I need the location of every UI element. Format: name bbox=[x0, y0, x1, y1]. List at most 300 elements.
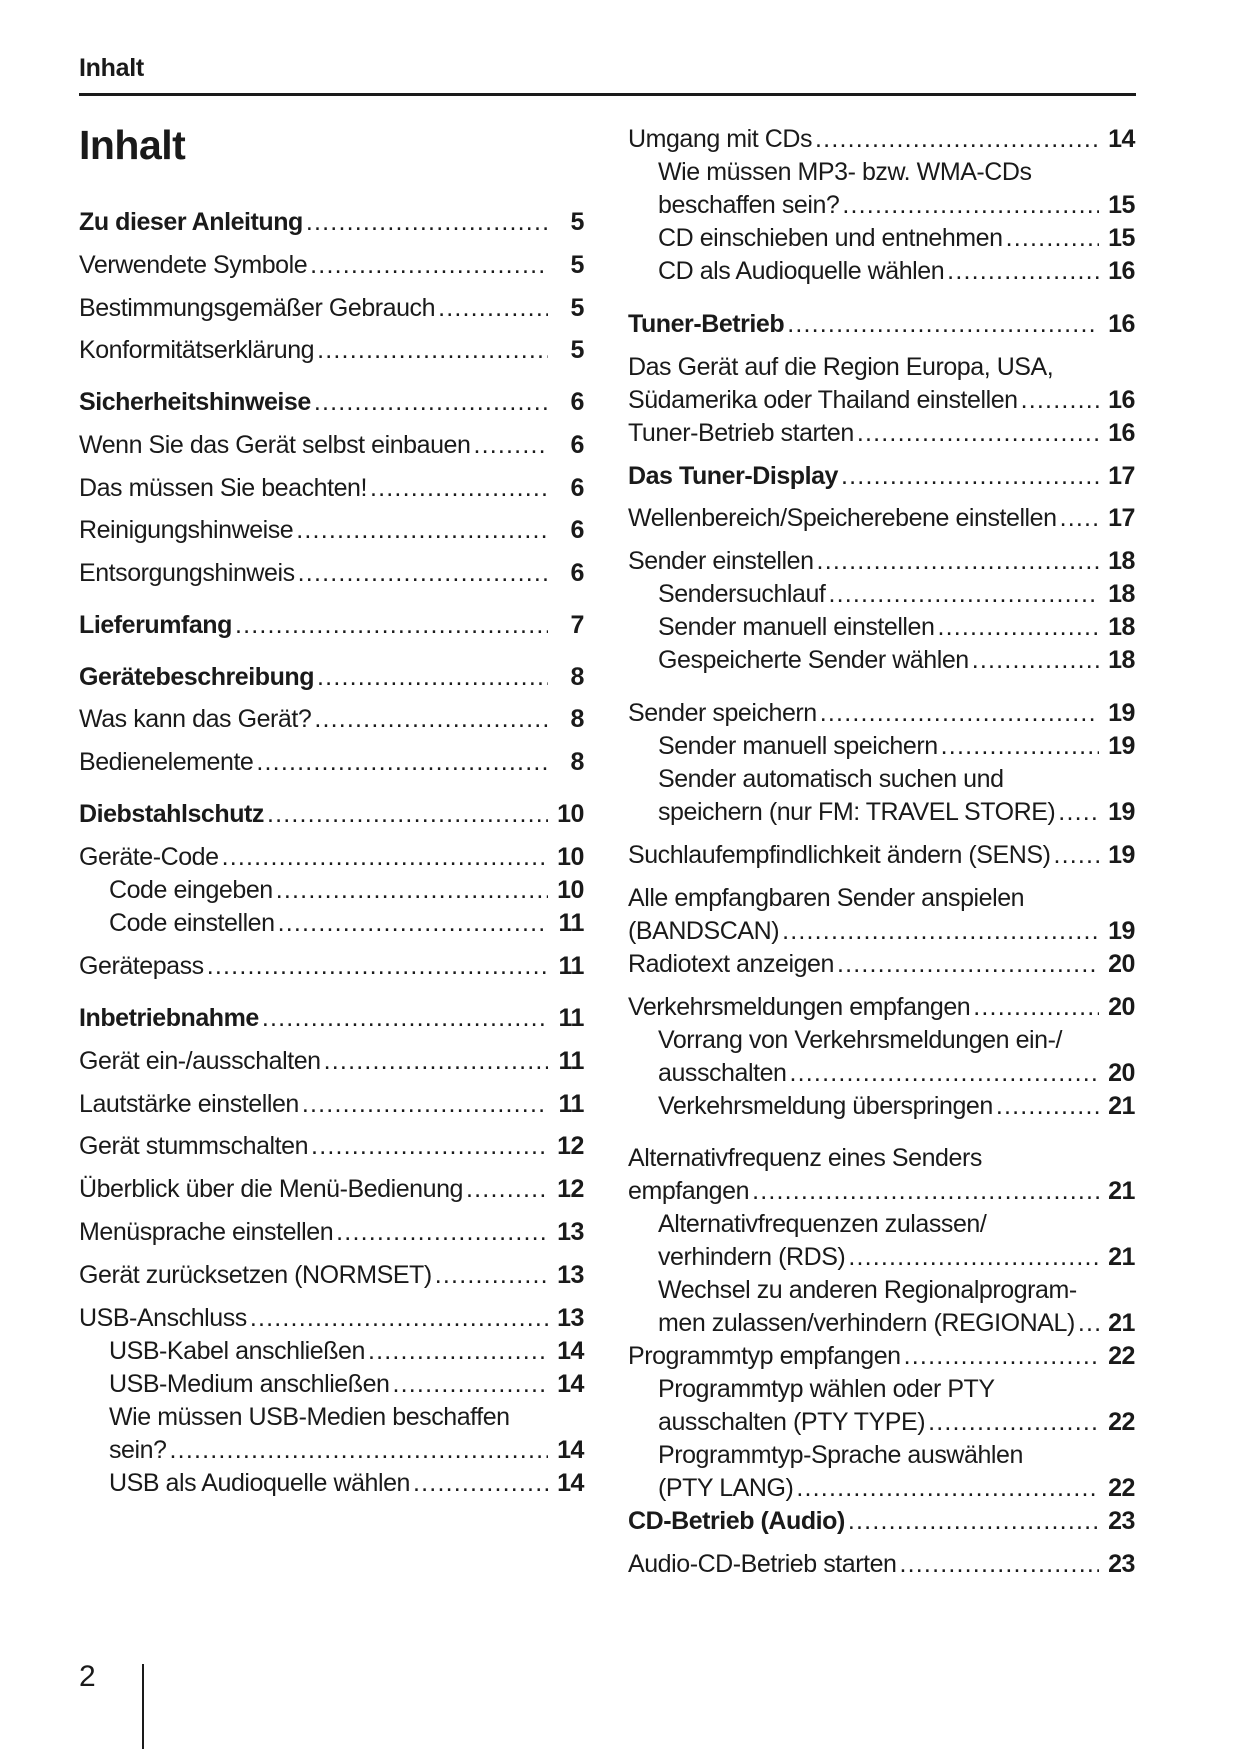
toc-entry-page: 21 bbox=[1108, 1177, 1135, 1205]
toc-entry-title: CD-Betrieb (Audio) bbox=[628, 1507, 845, 1535]
dot-leader bbox=[413, 1467, 548, 1500]
toc-entry-line bbox=[658, 644, 1135, 677]
header-rule bbox=[79, 93, 1136, 96]
toc-entry-page: 17 bbox=[1108, 504, 1135, 532]
dot-leader bbox=[310, 249, 548, 282]
toc-entry-page: 23 bbox=[1108, 1550, 1135, 1578]
toc-entry-page: 10 bbox=[557, 800, 584, 828]
toc-entry-title: USB-Kabel anschließen bbox=[109, 1337, 365, 1365]
toc-entry bbox=[79, 1302, 584, 1335]
toc-entry bbox=[109, 1467, 584, 1500]
toc-entry bbox=[628, 460, 1135, 493]
toc-entry bbox=[628, 839, 1135, 872]
toc-entry-title: sein? bbox=[109, 1436, 167, 1464]
toc-entry-title-line: Programmtyp wählen oder PTY bbox=[658, 1375, 995, 1403]
toc-entry-title: (BANDSCAN) bbox=[628, 917, 780, 945]
toc-entry-title-line: Das Gerät auf die Region Europa, USA, bbox=[628, 353, 1054, 381]
toc-entry-title: Das Tuner-Display bbox=[628, 462, 839, 490]
toc-entry-title: Gerät ein-/ausschalten bbox=[79, 1047, 321, 1075]
toc-entry bbox=[628, 417, 1135, 450]
toc-entry-line bbox=[79, 950, 584, 983]
toc-entry-title: Geräte-Code bbox=[79, 843, 219, 871]
toc-entry-title: Überblick über die Menü-Bedienung bbox=[79, 1175, 464, 1203]
toc-entry bbox=[79, 798, 584, 831]
toc-entry bbox=[658, 1439, 1135, 1505]
toc-entry-page: 14 bbox=[557, 1469, 584, 1497]
toc-entry-line bbox=[79, 429, 584, 462]
dot-leader bbox=[817, 545, 1099, 578]
dot-leader bbox=[782, 915, 1099, 948]
toc-entry-line bbox=[628, 839, 1135, 872]
toc-entry-title: Code einstellen bbox=[109, 909, 275, 937]
dot-leader bbox=[473, 429, 548, 462]
toc-entry-page: 11 bbox=[558, 952, 584, 980]
toc-entry-line bbox=[79, 798, 584, 831]
toc-entry bbox=[628, 1505, 1135, 1538]
toc-entry bbox=[79, 334, 584, 367]
dot-leader bbox=[368, 1335, 548, 1368]
toc-entry-line bbox=[628, 1548, 1135, 1581]
dot-leader bbox=[837, 948, 1099, 981]
toc-entry-title: Gespeicherte Sender wählen bbox=[658, 646, 969, 674]
toc-entry-page: 18 bbox=[1108, 613, 1135, 641]
toc-entry-page: 14 bbox=[557, 1337, 584, 1365]
toc-entry bbox=[79, 1173, 584, 1206]
toc-entry bbox=[79, 386, 584, 419]
toc-entry bbox=[109, 907, 584, 940]
toc-entry-title: ausschalten (PTY TYPE) bbox=[658, 1408, 926, 1436]
dot-leader bbox=[267, 798, 548, 831]
dot-leader bbox=[972, 644, 1099, 677]
dot-leader bbox=[296, 514, 548, 547]
toc-entry-page: 6 bbox=[570, 516, 584, 544]
toc-entry-line bbox=[628, 1175, 1135, 1208]
toc-entry-title-line: Vorrang von Verkehrsmeldungen ein-/ bbox=[658, 1026, 1062, 1054]
toc-entry-title: CD als Audioquelle wählen bbox=[658, 257, 945, 285]
dot-leader bbox=[828, 578, 1099, 611]
toc-entry-title: Radiotext anzeigen bbox=[628, 950, 834, 978]
toc-entry-page: 19 bbox=[1108, 841, 1135, 869]
toc-entry-title: Suchlaufempfindlichkeit ändern (SENS) bbox=[628, 841, 1051, 869]
toc-entry bbox=[628, 1142, 1135, 1208]
toc-entry-page: 19 bbox=[1108, 699, 1135, 727]
toc-entry bbox=[628, 502, 1135, 535]
toc-entry-page: 20 bbox=[1108, 1059, 1135, 1087]
toc-entry-line bbox=[79, 1045, 584, 1078]
toc-entry bbox=[658, 1090, 1135, 1123]
toc-entry-page: 22 bbox=[1108, 1474, 1135, 1502]
dot-leader bbox=[1021, 384, 1099, 417]
toc-entry bbox=[658, 222, 1135, 255]
toc-entry-line bbox=[79, 1259, 584, 1292]
toc-entry-page: 10 bbox=[557, 843, 584, 871]
dot-leader bbox=[996, 1090, 1099, 1123]
toc-entry-line bbox=[628, 697, 1135, 730]
toc-entry bbox=[79, 472, 584, 505]
toc-entry-title: Gerätebeschreibung bbox=[79, 663, 315, 691]
toc-entry-page: 6 bbox=[570, 431, 584, 459]
toc-entry-title: verhindern (RDS) bbox=[658, 1243, 846, 1271]
dot-leader bbox=[787, 308, 1099, 341]
toc-entry-title: Diebstahlschutz bbox=[79, 800, 264, 828]
dot-leader bbox=[1053, 839, 1099, 872]
dot-leader bbox=[278, 907, 548, 940]
toc-entry-page: 13 bbox=[557, 1304, 584, 1332]
toc-entry bbox=[79, 1002, 584, 1035]
toc-entry-line bbox=[109, 1335, 584, 1368]
toc-entry bbox=[658, 730, 1135, 763]
toc-entry-line bbox=[658, 1472, 1135, 1505]
toc-entry bbox=[658, 1373, 1135, 1439]
toc-entry bbox=[628, 1548, 1135, 1581]
toc-entry-title: Südamerika oder Thailand einstellen bbox=[628, 386, 1018, 414]
toc-entry bbox=[658, 644, 1135, 677]
toc-entry-title: Gerätepass bbox=[79, 952, 204, 980]
dot-leader bbox=[941, 730, 1099, 763]
toc-entry bbox=[79, 1045, 584, 1078]
toc-entry-page: 19 bbox=[1108, 798, 1135, 826]
toc-entry bbox=[79, 1130, 584, 1163]
dot-leader bbox=[370, 472, 548, 505]
toc-entry-page: 18 bbox=[1108, 580, 1135, 608]
toc-entry-line bbox=[628, 991, 1135, 1024]
toc-entry-line bbox=[658, 578, 1135, 611]
toc-entry-title: Verwendete Symbole bbox=[79, 251, 308, 279]
toc-entry-line bbox=[79, 472, 584, 505]
toc-entry bbox=[79, 1216, 584, 1249]
toc-entry-line bbox=[79, 249, 584, 282]
toc-entry-line bbox=[658, 255, 1135, 288]
toc-entry-line bbox=[628, 502, 1135, 535]
toc-entry-line bbox=[658, 730, 1135, 763]
dot-leader bbox=[1060, 502, 1099, 535]
toc-entry-page: 13 bbox=[557, 1261, 584, 1289]
toc-entry-line bbox=[658, 1406, 1135, 1439]
dot-leader bbox=[815, 123, 1099, 156]
toc-entry-line bbox=[79, 1216, 584, 1249]
toc-entry bbox=[79, 514, 584, 547]
toc-entry-line bbox=[628, 417, 1135, 450]
toc-entry-line bbox=[658, 611, 1135, 644]
page-title: Inhalt bbox=[79, 122, 186, 168]
dot-leader bbox=[752, 1175, 1099, 1208]
toc-entry-page: 5 bbox=[570, 336, 584, 364]
toc-entry-line bbox=[79, 514, 584, 547]
toc-entry-title: Sendersuchlauf bbox=[658, 580, 826, 608]
toc-entry-line bbox=[109, 1434, 584, 1467]
dot-leader bbox=[262, 1002, 548, 1035]
toc-entry bbox=[79, 249, 584, 282]
dot-leader bbox=[222, 841, 548, 874]
toc-entry-line bbox=[628, 460, 1135, 493]
toc-entry-page: 15 bbox=[1108, 191, 1135, 219]
dot-leader bbox=[1058, 796, 1099, 829]
toc-entry-title: Wellenbereich/Speicherebene einstellen bbox=[628, 504, 1057, 532]
toc-entry bbox=[628, 991, 1135, 1024]
toc-entry-page: 20 bbox=[1108, 993, 1135, 1021]
toc-entry bbox=[628, 351, 1135, 417]
toc-entry-title: men zulassen/verhindern (REGIONAL) bbox=[658, 1309, 1075, 1337]
toc-entry-title: Was kann das Gerät? bbox=[79, 705, 312, 733]
toc-entry-line bbox=[628, 915, 1135, 948]
toc-entry-title-line: Sender automatisch suchen und bbox=[658, 765, 1004, 793]
toc-entry-page: 16 bbox=[1108, 419, 1135, 447]
toc-entry-line bbox=[628, 948, 1135, 981]
toc-entry-title: ausschalten bbox=[658, 1059, 787, 1087]
dot-leader bbox=[904, 1340, 1099, 1373]
dot-leader bbox=[324, 1045, 548, 1078]
toc-entry-title: Programmtyp empfangen bbox=[628, 1342, 901, 1370]
dot-leader bbox=[841, 460, 1099, 493]
toc-entry-title: Konformitätserklärung bbox=[79, 336, 315, 364]
toc-entry-title: speichern (nur FM: TRAVEL STORE) bbox=[658, 798, 1056, 826]
dot-leader bbox=[207, 950, 548, 983]
toc-entry-title: CD einschieben und entnehmen bbox=[658, 224, 1003, 252]
toc-entry-line bbox=[79, 206, 584, 239]
toc-entry-title-line: Wechsel zu anderen Regionalprogram- bbox=[658, 1276, 1077, 1304]
dot-leader bbox=[250, 1302, 548, 1335]
toc-entry bbox=[79, 950, 584, 983]
dot-leader bbox=[438, 292, 548, 325]
toc-entry-line bbox=[79, 1088, 584, 1121]
toc-entry-line bbox=[658, 1307, 1135, 1340]
toc-entry-page: 11 bbox=[558, 1004, 584, 1032]
toc-entry-page: 6 bbox=[570, 474, 584, 502]
toc-entry-line bbox=[79, 1302, 584, 1335]
toc-entry-line bbox=[79, 386, 584, 419]
toc-entry-line bbox=[79, 334, 584, 367]
dot-leader bbox=[947, 255, 1099, 288]
dot-leader bbox=[848, 1241, 1099, 1274]
page-number: 2 bbox=[79, 1660, 96, 1693]
toc-entry-title: Code eingeben bbox=[109, 876, 273, 904]
toc-entry-line bbox=[109, 1368, 584, 1401]
toc-entry-page: 21 bbox=[1108, 1243, 1135, 1271]
dot-leader bbox=[317, 661, 548, 694]
dot-leader bbox=[1078, 1307, 1099, 1340]
toc-entry-line bbox=[79, 1173, 584, 1206]
dot-leader bbox=[1006, 222, 1099, 255]
dot-leader bbox=[170, 1434, 548, 1467]
toc-entry-page: 12 bbox=[557, 1132, 584, 1160]
toc-entry bbox=[79, 703, 584, 736]
toc-entry-page: 19 bbox=[1108, 732, 1135, 760]
toc-entry-line bbox=[79, 292, 584, 325]
toc-entry-title: Verkehrsmeldung überspringen bbox=[658, 1092, 993, 1120]
toc-entry-page: 12 bbox=[557, 1175, 584, 1203]
toc-entry-page: 7 bbox=[570, 611, 584, 639]
toc-entry-page: 8 bbox=[570, 705, 584, 733]
dot-leader bbox=[842, 189, 1099, 222]
toc-entry bbox=[628, 882, 1135, 948]
toc-entry-title-line: Wie müssen USB-Medien beschaffen bbox=[109, 1403, 510, 1431]
toc-entry bbox=[628, 948, 1135, 981]
dot-leader bbox=[314, 703, 548, 736]
toc-entry-title-line: Wie müssen MP3- bzw. WMA-CDs bbox=[658, 158, 1032, 186]
toc-entry-line bbox=[79, 841, 584, 874]
dot-leader bbox=[298, 557, 548, 590]
toc-entry-title: USB-Anschluss bbox=[79, 1304, 247, 1332]
dot-leader bbox=[306, 206, 548, 239]
toc-entry bbox=[658, 763, 1135, 829]
toc-entry-line bbox=[658, 1090, 1135, 1123]
toc-entry-title: Sender manuell einstellen bbox=[658, 613, 935, 641]
toc-entry-line bbox=[109, 1467, 584, 1500]
toc-entry-line bbox=[658, 189, 1135, 222]
toc-entry-page: 11 bbox=[558, 909, 584, 937]
dot-leader bbox=[311, 1130, 548, 1163]
toc-entry-page: 23 bbox=[1108, 1507, 1135, 1535]
toc-entry-page: 21 bbox=[1108, 1092, 1135, 1120]
toc-entry bbox=[79, 1088, 584, 1121]
toc-entry bbox=[79, 841, 584, 874]
toc-entry-page: 19 bbox=[1108, 917, 1135, 945]
toc-entry-line bbox=[658, 1057, 1135, 1090]
toc-entry-page: 8 bbox=[570, 748, 584, 776]
toc-entry bbox=[628, 697, 1135, 730]
toc-entry-line bbox=[79, 1130, 584, 1163]
toc-entry-title: Bedienelemente bbox=[79, 748, 254, 776]
toc-entry bbox=[79, 429, 584, 462]
dot-leader bbox=[857, 417, 1099, 450]
toc-entry bbox=[658, 578, 1135, 611]
toc-entry-page: 22 bbox=[1108, 1342, 1135, 1370]
toc-entry bbox=[628, 308, 1135, 341]
dot-leader bbox=[276, 874, 548, 907]
dot-leader bbox=[314, 386, 548, 419]
toc-entry-title: Bestimmungsgemäßer Gebrauch bbox=[79, 294, 436, 322]
toc-entry-page: 22 bbox=[1108, 1408, 1135, 1436]
toc-entry-title: Wenn Sie das Gerät selbst einbauen bbox=[79, 431, 471, 459]
toc-entry-title: Sicherheitshinweise bbox=[79, 388, 311, 416]
toc-entry bbox=[109, 874, 584, 907]
toc-entry-title: Umgang mit CDs bbox=[628, 125, 813, 153]
toc-entry-title: Audio-CD-Betrieb starten bbox=[628, 1550, 897, 1578]
toc-entry-page: 11 bbox=[558, 1047, 584, 1075]
dot-leader bbox=[973, 991, 1099, 1024]
toc-entry-line bbox=[109, 874, 584, 907]
toc-entry-page: 20 bbox=[1108, 950, 1135, 978]
toc-entry-page: 15 bbox=[1108, 224, 1135, 252]
toc-entry-line bbox=[79, 746, 584, 779]
toc-entry bbox=[79, 206, 584, 239]
toc-entry-line bbox=[79, 1002, 584, 1035]
dot-leader bbox=[393, 1368, 549, 1401]
toc-entry bbox=[658, 1274, 1135, 1340]
toc-entry-title: Reinigungshinweise bbox=[79, 516, 294, 544]
toc-entry-title-line: Alternativfrequenzen zulassen/ bbox=[658, 1210, 987, 1238]
toc-entry-page: 5 bbox=[570, 208, 584, 236]
toc-entry-page: 18 bbox=[1108, 547, 1135, 575]
toc-entry bbox=[79, 661, 584, 694]
toc-entry-title-line: Programmtyp-Sprache auswählen bbox=[658, 1441, 1023, 1469]
toc-entry-page: 5 bbox=[570, 251, 584, 279]
toc-entry-title: USB-Medium anschließen bbox=[109, 1370, 390, 1398]
toc-entry-title: empfangen bbox=[628, 1177, 750, 1205]
dot-leader bbox=[900, 1548, 1100, 1581]
dot-leader bbox=[235, 609, 548, 642]
running-head: Inhalt bbox=[79, 54, 144, 82]
toc-entry bbox=[658, 1024, 1135, 1090]
toc-entry-line bbox=[628, 384, 1135, 417]
dot-leader bbox=[435, 1259, 548, 1292]
toc-entry-page: 5 bbox=[570, 294, 584, 322]
dot-leader bbox=[466, 1173, 548, 1206]
toc-entry bbox=[109, 1368, 584, 1401]
toc-entry-title: beschaffen sein? bbox=[658, 191, 840, 219]
toc-entry bbox=[628, 545, 1135, 578]
toc-entry bbox=[658, 255, 1135, 288]
toc-entry-title: Sender speichern bbox=[628, 699, 817, 727]
toc-entry-title: Inbetriebnahme bbox=[79, 1004, 259, 1032]
toc-entry-title: Tuner-Betrieb bbox=[628, 310, 785, 338]
toc-entry bbox=[658, 156, 1135, 222]
toc-entry-title: Menüsprache einstellen bbox=[79, 1218, 334, 1246]
toc-entry-title: Entsorgungshinweis bbox=[79, 559, 295, 587]
toc-entry-page: 14 bbox=[557, 1370, 584, 1398]
toc-entry bbox=[79, 292, 584, 325]
toc-entry-page: 6 bbox=[570, 388, 584, 416]
toc-entry-line bbox=[658, 796, 1135, 829]
toc-entry-page: 16 bbox=[1108, 310, 1135, 338]
toc-entry-title: Gerät zurücksetzen (NORMSET) bbox=[79, 1261, 432, 1289]
toc-entry-page: 6 bbox=[570, 559, 584, 587]
dot-leader bbox=[336, 1216, 548, 1249]
toc-entry-line bbox=[658, 222, 1135, 255]
toc-entry-page: 10 bbox=[557, 876, 584, 904]
toc-entry bbox=[109, 1335, 584, 1368]
toc-entry-line bbox=[628, 1505, 1135, 1538]
toc-entry bbox=[628, 123, 1135, 156]
toc-entry-page: 8 bbox=[570, 663, 584, 691]
toc-entry-line bbox=[658, 1241, 1135, 1274]
footer-rule bbox=[142, 1664, 144, 1749]
toc-entry-line bbox=[628, 1340, 1135, 1373]
toc-entry bbox=[79, 746, 584, 779]
toc-entry-title-line: Alternativfrequenz eines Senders bbox=[628, 1144, 982, 1172]
toc-entry-title: Gerät stummschalten bbox=[79, 1132, 309, 1160]
toc-entry-page: 16 bbox=[1108, 386, 1135, 414]
toc-entry-line bbox=[628, 308, 1135, 341]
toc-entry-title: Zu dieser Anleitung bbox=[79, 208, 303, 236]
dot-leader bbox=[937, 611, 1099, 644]
dot-leader bbox=[256, 746, 548, 779]
toc-entry-page: 11 bbox=[558, 1090, 584, 1118]
toc-entry-line bbox=[79, 557, 584, 590]
toc-entry-title: USB als Audioquelle wählen bbox=[109, 1469, 411, 1497]
dot-leader bbox=[302, 1088, 548, 1121]
toc-entry-page: 14 bbox=[557, 1436, 584, 1464]
toc-entry-title: Verkehrsmeldungen empfangen bbox=[628, 993, 971, 1021]
toc-entry bbox=[79, 609, 584, 642]
toc-entry-page: 13 bbox=[557, 1218, 584, 1246]
toc-entry bbox=[79, 557, 584, 590]
toc-entry bbox=[628, 1340, 1135, 1373]
toc-entry-line bbox=[79, 703, 584, 736]
toc-entry-line bbox=[79, 609, 584, 642]
toc-entry-line bbox=[109, 907, 584, 940]
toc-entry-line bbox=[79, 661, 584, 694]
dot-leader bbox=[317, 334, 548, 367]
toc-entry bbox=[658, 611, 1135, 644]
dot-leader bbox=[789, 1057, 1099, 1090]
toc-entry bbox=[79, 1259, 584, 1292]
toc-entry-title: (PTY LANG) bbox=[658, 1474, 794, 1502]
toc-entry-line bbox=[628, 545, 1135, 578]
toc-entry-title: Lieferumfang bbox=[79, 611, 232, 639]
toc-entry bbox=[109, 1401, 584, 1467]
dot-leader bbox=[928, 1406, 1099, 1439]
